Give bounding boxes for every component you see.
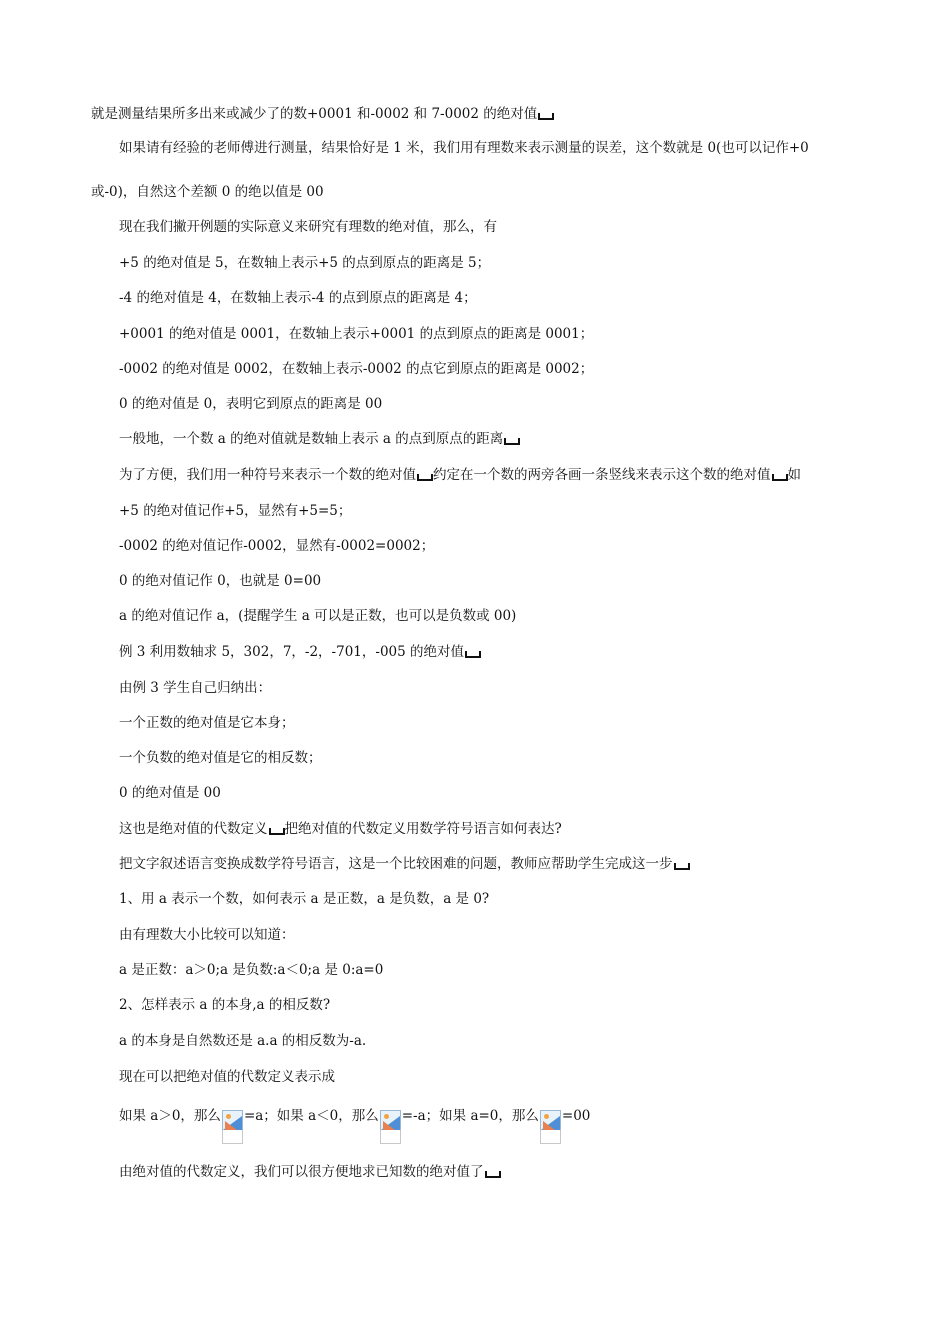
paragraph-line: 现在我们撇开例题的实际意义来研究有理数的绝对值，那么，有 [119,219,497,235]
paragraph-line: 一般地，一个数 a 的绝对值就是数轴上表示 a 的点到原点的距离 [119,429,520,449]
paragraph-line: 现在可以把绝对值的代数定义表示成 [119,1069,335,1085]
paragraph-line: 2、怎样表示 a 的本身,a 的相反数? [119,997,331,1013]
end-mark [269,828,285,835]
paragraph-line: -4 的绝对值是 4，在数轴上表示-4 的点到原点的距离是 4； [119,290,477,306]
paragraph-line: 0 的绝对值是 00 [119,785,221,801]
paragraph-line: 由例 3 学生自己归纳出： [119,680,272,696]
end-mark [504,438,520,445]
end-mark [674,863,690,870]
paragraph-line: +5 的绝对值是 5，在数轴上表示+5 的点到原点的距离是 5； [119,255,491,271]
paragraph-line: 如果请有经验的老师傅进行测量，结果恰好是 1 米，我们用有理数来表示测量的误差，这个数就是 0(也可以记作+0 [119,140,809,156]
paragraph-line: 0 的绝对值记作 0，也就是 0=00 [119,573,322,589]
paragraph-line: 一个正数的绝对值是它本身； [119,715,295,731]
paragraph-line: 由有理数大小比较可以知道： [119,927,295,943]
paragraph-line: -0002 的绝对值是 0002，在数轴上表示-0002 的点它到原点的距离是 0002； [119,361,594,377]
paragraph-line: 或-0)，自然这个差额 0 的绝以值是 00 [91,184,324,200]
end-mark [417,474,433,481]
paragraph-line: a 的绝对值记作 a，(提醒学生 a 可以是正数，也可以是负数或 00) [119,608,517,624]
broken-image-icon [222,1110,243,1144]
paragraph-line: 为了方便，我们用一种符号来表示一个数的绝对值 约定在一个数的两旁各画一条竖线来表示这个数的绝对值 如 [119,467,801,483]
paragraph-line: 这也是绝对值的代数定义 把绝对值的代数定义用数学符号语言如何表达? [119,821,562,837]
formula-line: 如果 a＞0，那么 =a；如果 a＜0，那么 =-a；如果 a=0，那么 =00 [119,1106,590,1144]
paragraph-line: 例 3 利用数轴求 5，302，7，-2，-701，-005 的绝对值 [119,642,481,662]
broken-image-icon [380,1110,401,1144]
paragraph-line: 就是测量结果所多出来或减少了的数+0001 和-0002 和 7-0002 的绝对值 [91,104,554,124]
broken-image-icon [540,1110,561,1144]
paragraph-line: +0001 的绝对值是 0001，在数轴上表示+0001 的点到原点的距离是 0001； [119,326,594,342]
paragraph-line: 把文字叙述语言变换成数学符号语言，这是一个比较困难的问题，教师应帮助学生完成这一步 [119,854,690,874]
end-mark [465,651,481,658]
paragraph-line: a 是正数：a＞0;a 是负数:a＜0;a 是 0:a=0 [119,962,384,978]
paragraph-line: +5 的绝对值记作+5，显然有+5=5； [119,503,352,519]
end-mark [538,113,554,120]
end-mark [772,474,788,481]
paragraph-line: a 的本身是自然数还是 a.a 的相反数为-a. [119,1033,367,1049]
paragraph-line: 一个负数的绝对值是它的相反数； [119,750,322,766]
paragraph-line: 1、用 a 表示一个数，如何表示 a 是正数，a 是负数，a 是 0? [119,891,490,907]
paragraph-line: -0002 的绝对值记作-0002，显然有-0002=0002； [119,538,435,554]
end-mark [485,1171,501,1178]
paragraph-line: 0 的绝对值是 0，表明它到原点的距离是 00 [119,396,383,412]
paragraph-line: 由绝对值的代数定义，我们可以很方便地求已知数的绝对值了 [119,1162,501,1182]
